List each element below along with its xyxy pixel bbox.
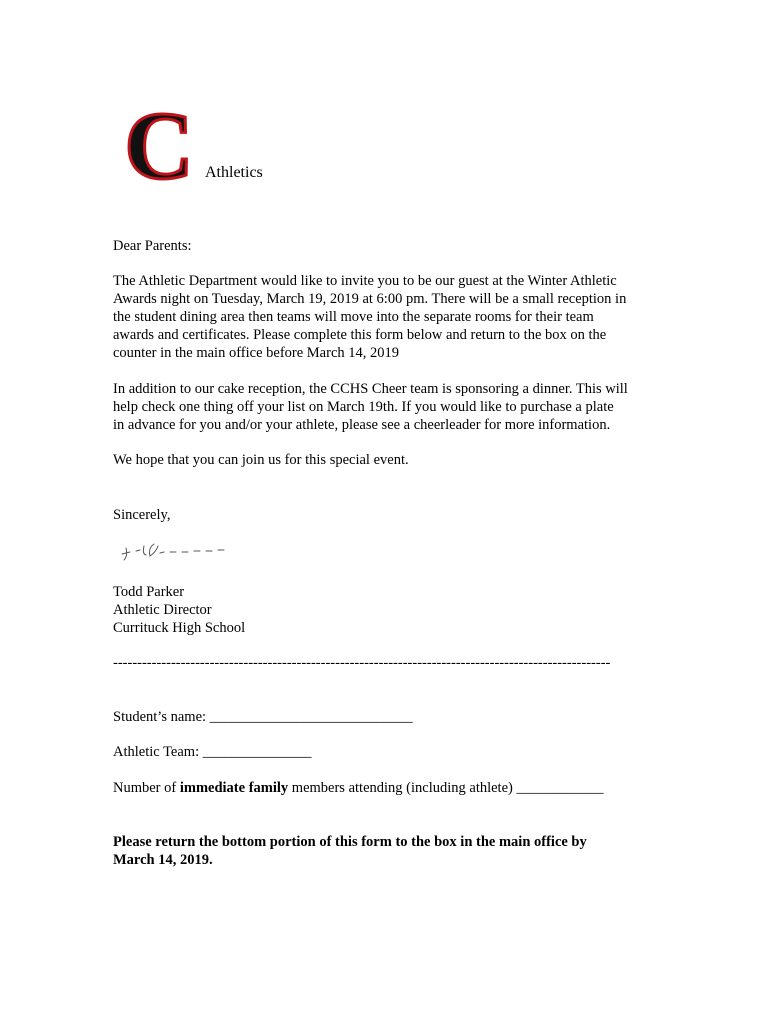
signature-image (118, 538, 228, 562)
closing: Sincerely, (113, 507, 171, 523)
signer-title: Athletic Director (113, 602, 212, 618)
family-count-prefix: Number of (113, 780, 180, 796)
return-instruction-line: Please return the bottom portion of this form to the box in the main office by (113, 834, 587, 850)
signer-name: Todd Parker (113, 584, 185, 600)
athletic-team-blank[interactable]: _______________ (202, 744, 312, 760)
paragraph2-line: in advance for you and/or your athlete, please see a cheerleader for more information. (113, 417, 611, 433)
cut-line-divider: ------------------------------------------------------------------------------------------------------- (113, 655, 611, 671)
paragraph2-line: In addition to our cake reception, the CCHS Cheer team is sponsoring a dinner. This will (113, 381, 628, 397)
paragraph3: We hope that you can join us for this special event. (113, 452, 409, 468)
family-count-emphasis: immediate family (179, 780, 289, 796)
school-logo (118, 108, 200, 186)
family-count-suffix: members attending (including athlete) (288, 780, 513, 796)
paragraph1-line: awards and certificates. Please complete this form below and return to the box on the (113, 327, 607, 343)
student-name-row (113, 708, 413, 726)
paragraph1-line: counter in the main office before March 14, 2019 (113, 345, 400, 361)
athletic-team-row (113, 743, 311, 761)
paragraph1-line: the student dining area then teams will move into the separate rooms for their team (113, 309, 594, 325)
family-count-row (113, 779, 603, 797)
student-name-blank[interactable]: ____________________________ (209, 709, 413, 725)
student-name-label: Student’s name: (113, 709, 207, 725)
paragraph2-line: help check one thing off your list on March 19th. If you would like to purchase a plate (113, 399, 614, 415)
letterhead-label: Athletics (205, 164, 263, 181)
paragraph1-line: Awards night on Tuesday, March 19, 2019 at 6:00 pm. There will be a small reception in (113, 291, 627, 307)
family-count-blank[interactable]: ____________ (516, 780, 604, 796)
signer-school: Currituck High School (113, 620, 246, 636)
paragraph1-line: The Athletic Department would like to invite you to be our guest at the Winter Athletic (113, 273, 617, 289)
athletic-team-label: Athletic Team: (113, 744, 200, 760)
logo-letter: C (124, 108, 194, 186)
salutation: Dear Parents: (113, 238, 192, 254)
return-instruction-line: March 14, 2019. (113, 852, 213, 868)
